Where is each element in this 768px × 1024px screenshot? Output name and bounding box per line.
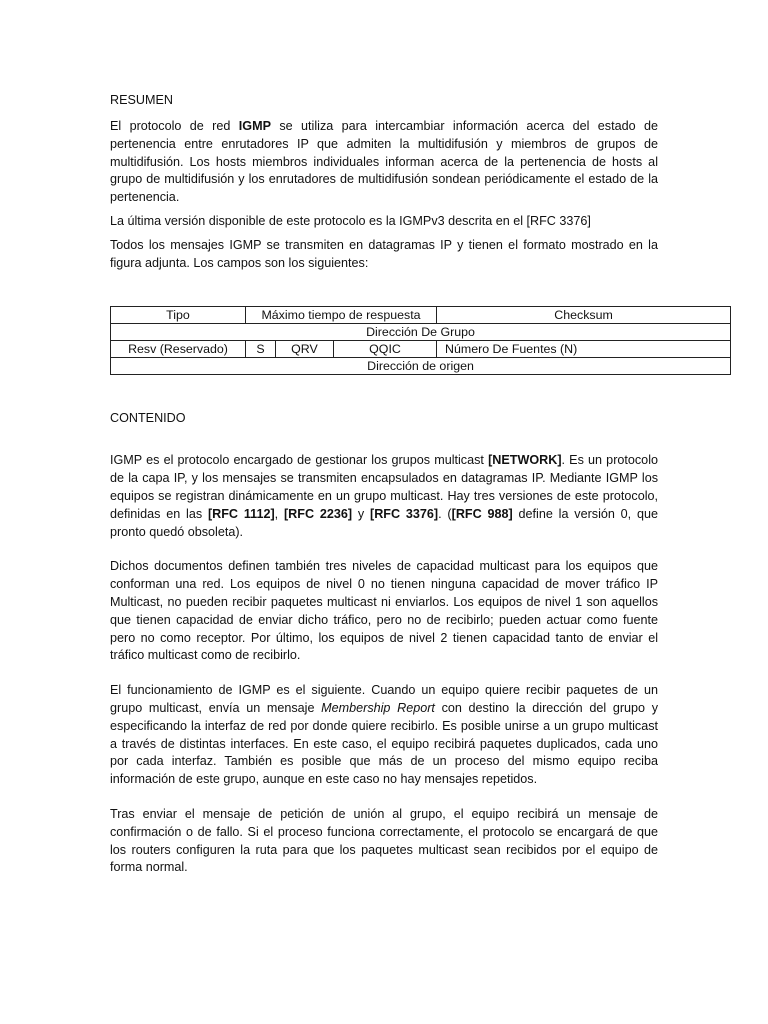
resumen-heading: RESUMEN — [110, 93, 173, 107]
field-resv: Resv (Reservado) — [111, 341, 246, 358]
contenido-heading: CONTENIDO — [110, 411, 186, 426]
text-run: , — [274, 506, 284, 521]
document-page — [110, 91, 658, 877]
table-row — [111, 307, 731, 324]
text-run: IGMP es el protocolo encargado de gestionar los grupos multicast — [110, 453, 489, 468]
field-group-address: Dirección De Grupo — [111, 324, 731, 341]
resumen-paragraph-2: La última versión disponible de este protocolo es la IGMPv3 descrita en el [RFC 3376] — [110, 213, 591, 228]
text-run: . Es un protocolo de la capa IP, y los mensajes se transmiten encapsulados en datagramas IP. Mediante IGMP los equipos se registran dinámicamente en un grupo multicast. Hay tres versiones de este protocolo, definidas en las — [110, 453, 658, 521]
term-membership-report: Membership Report — [321, 700, 435, 715]
ref-rfc-2236: [RFC 2236] — [283, 506, 353, 521]
ref-rfc-1112: [RFC 1112] — [207, 506, 275, 521]
text-run: El funcionamiento de IGMP es el siguiente. Cuando un equipo quiere recibir paquetes de un grupo multicast, envía un mensaje — [110, 683, 658, 715]
text-run: . ( — [438, 506, 452, 521]
ref-rfc-3376: [RFC 3376] — [370, 506, 439, 521]
text-run: y — [352, 506, 371, 521]
field-checksum: Checksum — [437, 307, 731, 324]
resumen-paragraph-3: Todos los mensajes IGMP se transmiten en datagramas IP y tienen el formato mostrado en la figura adjunta. Los campos son los siguientes: — [110, 237, 658, 270]
text-run: define la versión 0, que pronto quedó obsoleta). — [110, 506, 659, 539]
ref-rfc-988: [RFC 988] — [451, 506, 513, 521]
field-max-resp-time: Máximo tiempo de respuesta — [246, 307, 437, 324]
igmp-message-format-table — [110, 306, 731, 375]
contenido-paragraph-1 — [110, 452, 658, 541]
contenido-paragraph-4: Tras enviar el mensaje de petición de unión al grupo, el equipo recibirá un mensaje de confirmación o de fallo. Si el proceso funciona correctamente, el protocolo se encargará de que los routers configuren la ruta para que los paquetes multicast sean recibidos por el equipo de forma normal. — [110, 806, 658, 875]
text-run: se utiliza para intercambiar información acerca del estado de pertenencia entre enrutadores IP que admiten la multidifusión y miembros de grupos de multidifusión. Los hosts miembros individuales informan acerca de la pertenencia de hosts al grupo de multidifusión y los enrutadores de multidifusión sondean periódicamente el estado de la pertenencia. — [110, 119, 658, 205]
ref-network: [NETWORK] — [488, 453, 562, 468]
field-tipo: Tipo — [111, 307, 246, 324]
table-row — [111, 324, 731, 341]
text-run: con destino la dirección del grupo y especificando la interfaz de red por donde quiere recibirlo. Es posible unirse a un grupo multicast a través de distintas interfaces. En este caso, el equipo recibirá paquetes duplicados, cada uno por cada interfaz. También es posible que más de un proceso del mismo equipo reciba información de este grupo, aunque en este caso no hay mensajes repetidos. — [110, 700, 658, 787]
resumen-paragraph-1 — [110, 118, 658, 207]
contenido-paragraph-2: Dichos documentos definen también tres niveles de capacidad multicast para los equipos que conforman una red. Los equipos de nivel 0 no tienen ninguna capacidad de mover tráfico IP Multicast, no pueden recibir paquetes multicast ni enviarlos. Los equipos de nivel 1 son aquellos que tienen capacidad de enviar dicho tráfico, pero no de recibirlo; pueden actuar como fuente pero no como receptor. Por último, los equipos de nivel 2 tienen capacidad tanto de enviar el tráfico multicast como de recibirlo. — [110, 559, 658, 663]
bold-term-igmp: IGMP — [238, 119, 271, 133]
field-s: S — [246, 341, 276, 358]
table-row — [111, 341, 731, 358]
field-source-address: Dirección de origen — [111, 358, 731, 375]
text-run: El protocolo de red — [110, 119, 239, 133]
table-row — [111, 358, 731, 375]
contenido-paragraph-3 — [110, 682, 658, 789]
field-qrv: QRV — [276, 341, 334, 358]
field-num-sources: Número De Fuentes (N) — [437, 341, 731, 358]
field-qqic: QQIC — [334, 341, 437, 358]
